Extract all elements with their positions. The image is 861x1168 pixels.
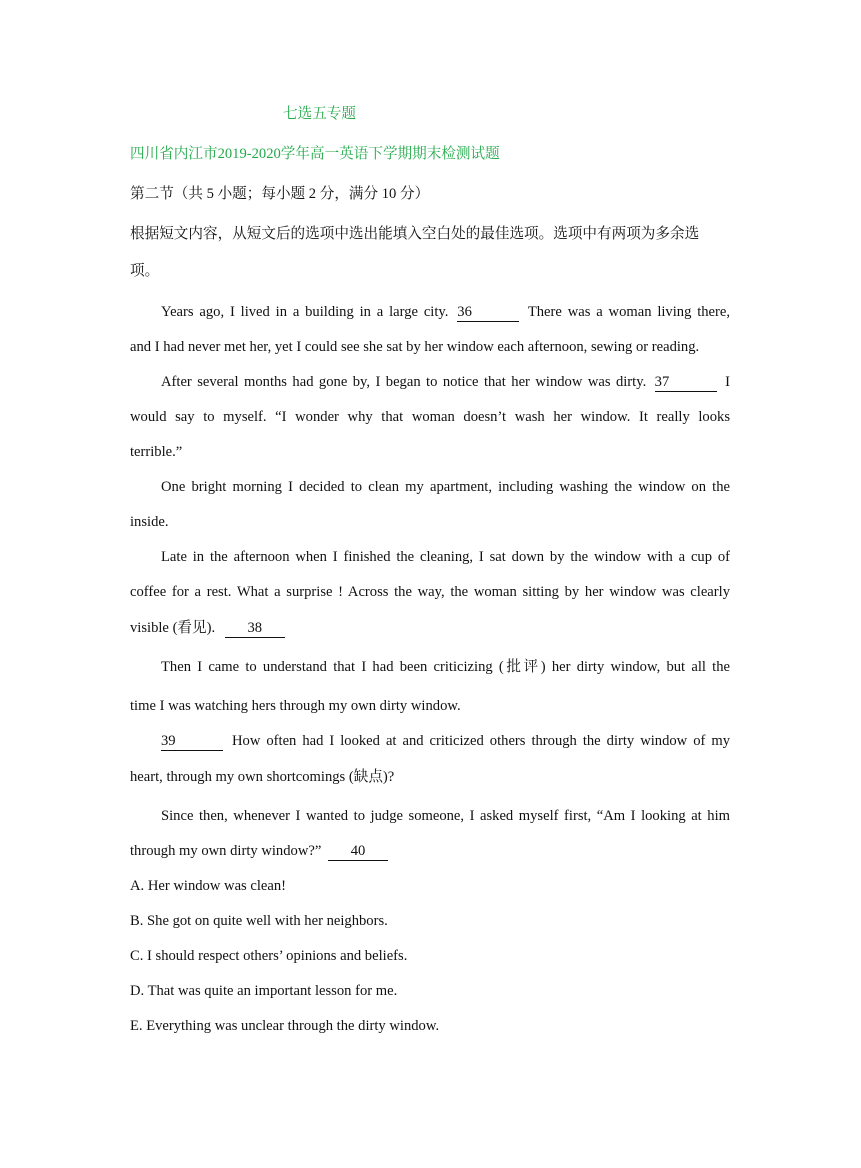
topic-title: 七选五专题 [283, 106, 356, 122]
paragraph-1-line-1 [161, 302, 730, 322]
option-e: E. Everything was unclear through the dirty window. [130, 1018, 440, 1034]
paragraph-2-line-1 [161, 372, 730, 392]
paragraph-text: visible (看见). [130, 620, 216, 636]
paragraph-2-line-3: terrible.” [130, 444, 183, 460]
paragraph-text: After several months had gone by, I began to notice that her window was dirty. [161, 374, 647, 390]
paragraph-5-line-2: time I was watching hers through my own dirty window. [130, 698, 461, 714]
paragraph-4-line-1: Late in the afternoon when I finished the cleaning, I sat down by the window with a cup of [161, 549, 730, 565]
paragraph-7-line-2 [130, 841, 730, 861]
blank-40: 40 [328, 843, 388, 861]
option-a: A. Her window was clean! [130, 878, 287, 894]
paragraph-text: through my own dirty window?” [130, 843, 322, 859]
paragraph-4-line-2: coffee for a rest. What a surprise ! Across the way, the woman sitting by her window was clearly [130, 584, 730, 600]
paragraph-7-line-1: Since then, whenever I wanted to judge someone, I asked myself first, “Am I looking at him [161, 808, 730, 824]
paragraph-text: There was a woman living there, [527, 304, 731, 320]
paragraph-text: Years ago, I lived in a building in a large city. [161, 304, 449, 320]
paragraph-text: I [725, 374, 730, 390]
blank-37: 37 [655, 374, 717, 392]
paragraph-text: How often had I looked at and criticized others through the dirty window of my [232, 733, 731, 749]
option-b: B. She got on quite well with her neighbors. [130, 913, 388, 929]
blank-39: 39 [161, 733, 223, 751]
paragraph-4-line-3 [130, 618, 730, 638]
blank-38: 38 [225, 620, 285, 638]
paragraph-3-line-1: One bright morning I decided to clean my apartment, including washing the window on the [161, 479, 730, 495]
blank-36: 36 [457, 304, 519, 322]
paragraph-2-line-2: would say to myself. “I wonder why that woman doesn’t wash her window. It really looks [130, 409, 730, 425]
paragraph-6-line-1 [161, 731, 730, 751]
section-heading: 第二节（共 5 小题；每小题 2 分，满分 10 分） [130, 186, 430, 202]
paragraph-1-line-2: and I had never met her, yet I could see she sat by her window each afternoon, sewing or reading. [130, 339, 700, 355]
instruction-line-2: 项。 [130, 263, 160, 279]
paragraph-5-line-1: Then I came to understand that I had been criticizing (批评) her dirty window, but all the [161, 659, 730, 675]
paragraph-3-line-2: inside. [130, 514, 169, 530]
paragraph-6-line-2: heart, through my own shortcomings (缺点)? [130, 769, 395, 785]
source-title: 四川省内江市2019-2020学年高一英语下学期期末检测试题 [130, 146, 500, 162]
option-d: D. That was quite an important lesson for me. [130, 983, 398, 999]
option-c: C. I should respect others’ opinions and beliefs. [130, 948, 408, 964]
instruction-line-1: 根据短文内容，从短文后的选项中选出能填入空白处的最佳选项。选项中有两项为多余选 [130, 226, 700, 242]
